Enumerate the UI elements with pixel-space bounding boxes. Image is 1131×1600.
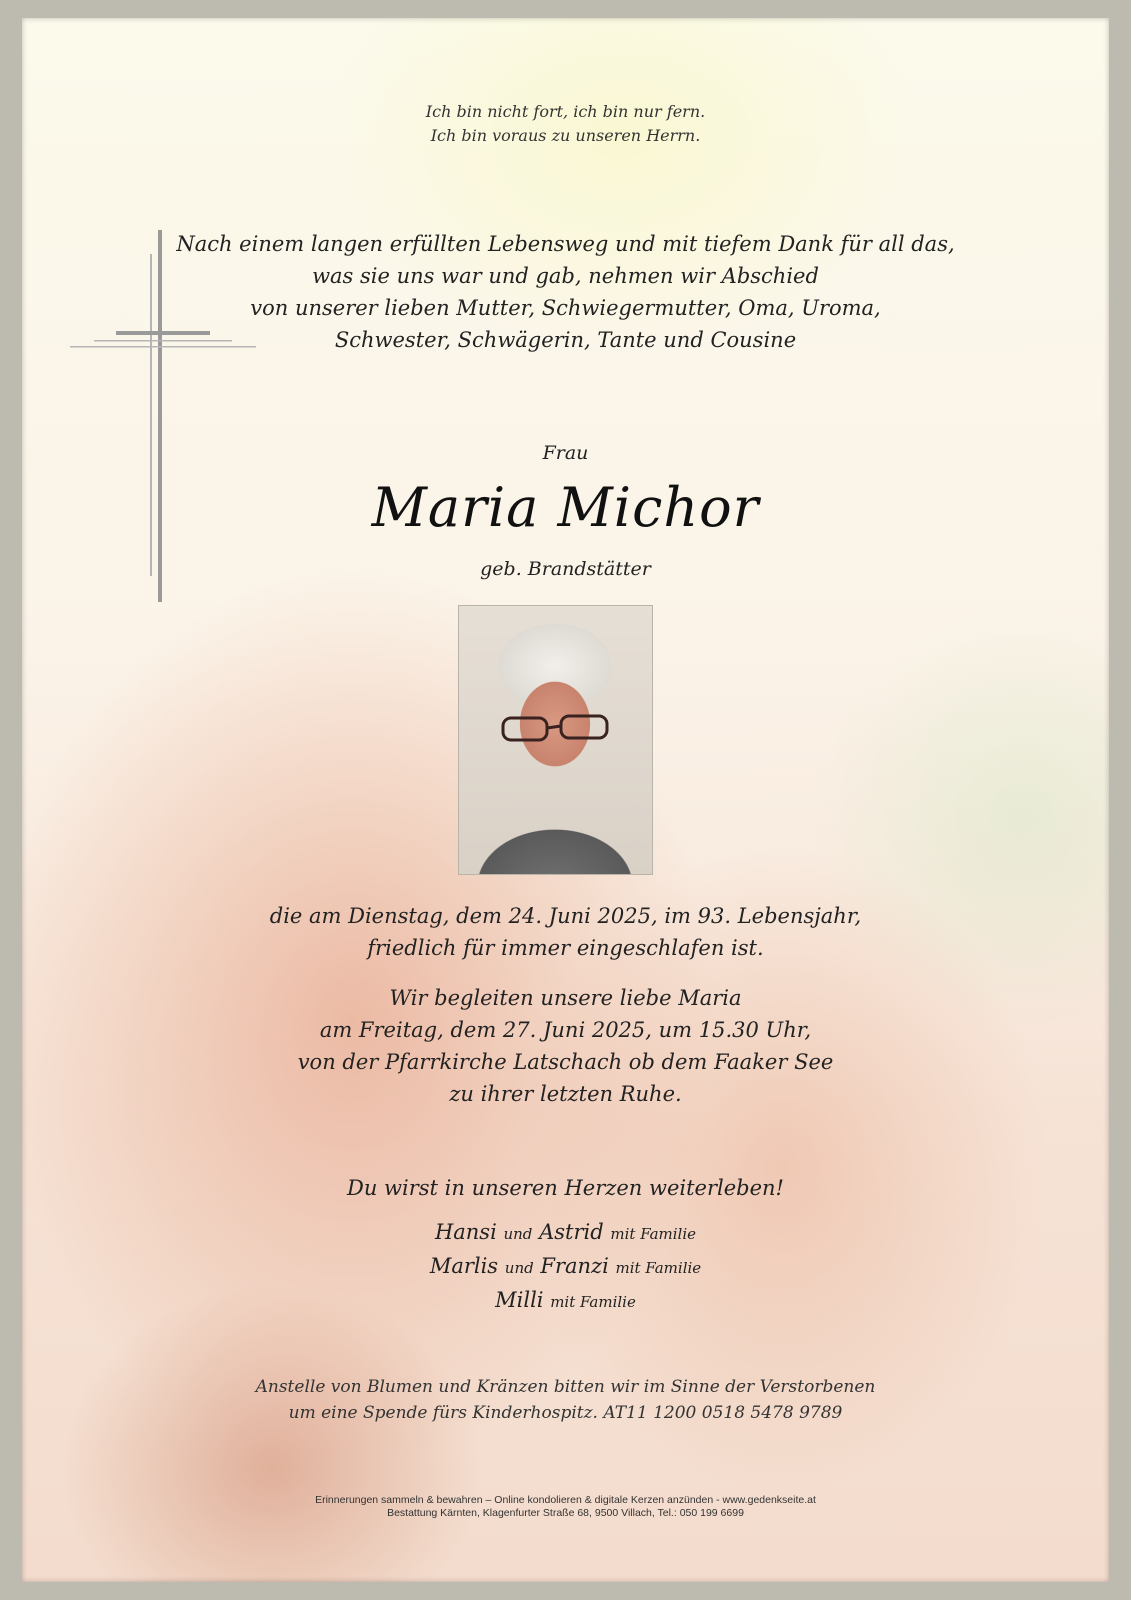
death-line: friedlich für immer eingeschlafen ist. [367, 936, 764, 960]
intro-line: Nach einem langen erfüllten Lebensweg und mit tiefem Dank für all das, [176, 232, 955, 256]
family-name: Hansi [434, 1220, 497, 1244]
family-name: Astrid [539, 1220, 604, 1244]
family-connector: und [504, 1259, 534, 1277]
motto [22, 100, 1109, 148]
funeral-line: zu ihrer letzten Ruhe. [449, 1082, 682, 1106]
deceased-name: Maria Michor [371, 476, 760, 539]
salutation: Frau [542, 442, 589, 464]
death-text [22, 900, 1109, 964]
motto-line: Ich bin nicht fort, ich bin nur fern. [425, 102, 706, 121]
funeral-line: Wir begleiten unsere liebe Maria [389, 986, 742, 1010]
family-suffix: mit Familie [550, 1293, 636, 1311]
intro-line: was sie uns war und gab, nehmen wir Abschied [312, 264, 819, 288]
family-list [22, 1216, 1109, 1318]
family-line [22, 1284, 1109, 1318]
intro-line: von unserer lieben Mutter, Schwiegermutter, Oma, Uroma, [250, 296, 881, 320]
family-name: Milli [495, 1288, 544, 1312]
family-suffix: mit Familie [610, 1225, 697, 1243]
family-line [22, 1250, 1109, 1284]
intro-line: Schwester, Schwägerin, Tante und Cousine [334, 328, 797, 352]
family-connector: und [503, 1225, 533, 1243]
obituary-sheet [22, 18, 1109, 1582]
family-line [22, 1216, 1109, 1250]
funeral-line: am Freitag, dem 27. Juni 2025, um 15.30 Uhr, [319, 1018, 812, 1042]
donation-line: Anstelle von Blumen und Kränzen bitten wir im Sinne der Verstorbenen [255, 1377, 876, 1397]
motto-line: Ich bin voraus zu unseren Herrn. [430, 126, 701, 145]
funeral-line: von der Pfarrkirche Latschach ob dem Faaker See [297, 1050, 834, 1074]
farewell-text: Du wirst in unseren Herzen weiterleben! [347, 1176, 784, 1200]
intro-text [22, 228, 1109, 356]
donation-note [22, 1374, 1109, 1426]
funeral-text [22, 982, 1109, 1110]
death-line: die am Dienstag, dem 24. Juni 2025, im 93. Lebensjahr, [269, 904, 862, 928]
footer-line: Bestattung Kärnten, Klagenfurter Straße 68, 9500 Villach, Tel.: 050 199 6699 [387, 1507, 744, 1519]
donation-line: um eine Spende fürs Kinderhospitz. AT11 1200 0518 5478 9789 [288, 1403, 843, 1423]
birth-name: geb. Brandstätter [480, 558, 651, 580]
family-suffix: mit Familie [615, 1259, 702, 1277]
footer [22, 1494, 1109, 1520]
portrait-photo [458, 605, 653, 875]
family-name: Franzi [540, 1254, 609, 1278]
glasses-shape [499, 714, 611, 744]
family-name: Marlis [429, 1254, 499, 1278]
footer-line: Erinnerungen sammeln & bewahren – Online kondolieren & digitale Kerzen anzünden - www.gedenkseite.at [315, 1494, 816, 1506]
